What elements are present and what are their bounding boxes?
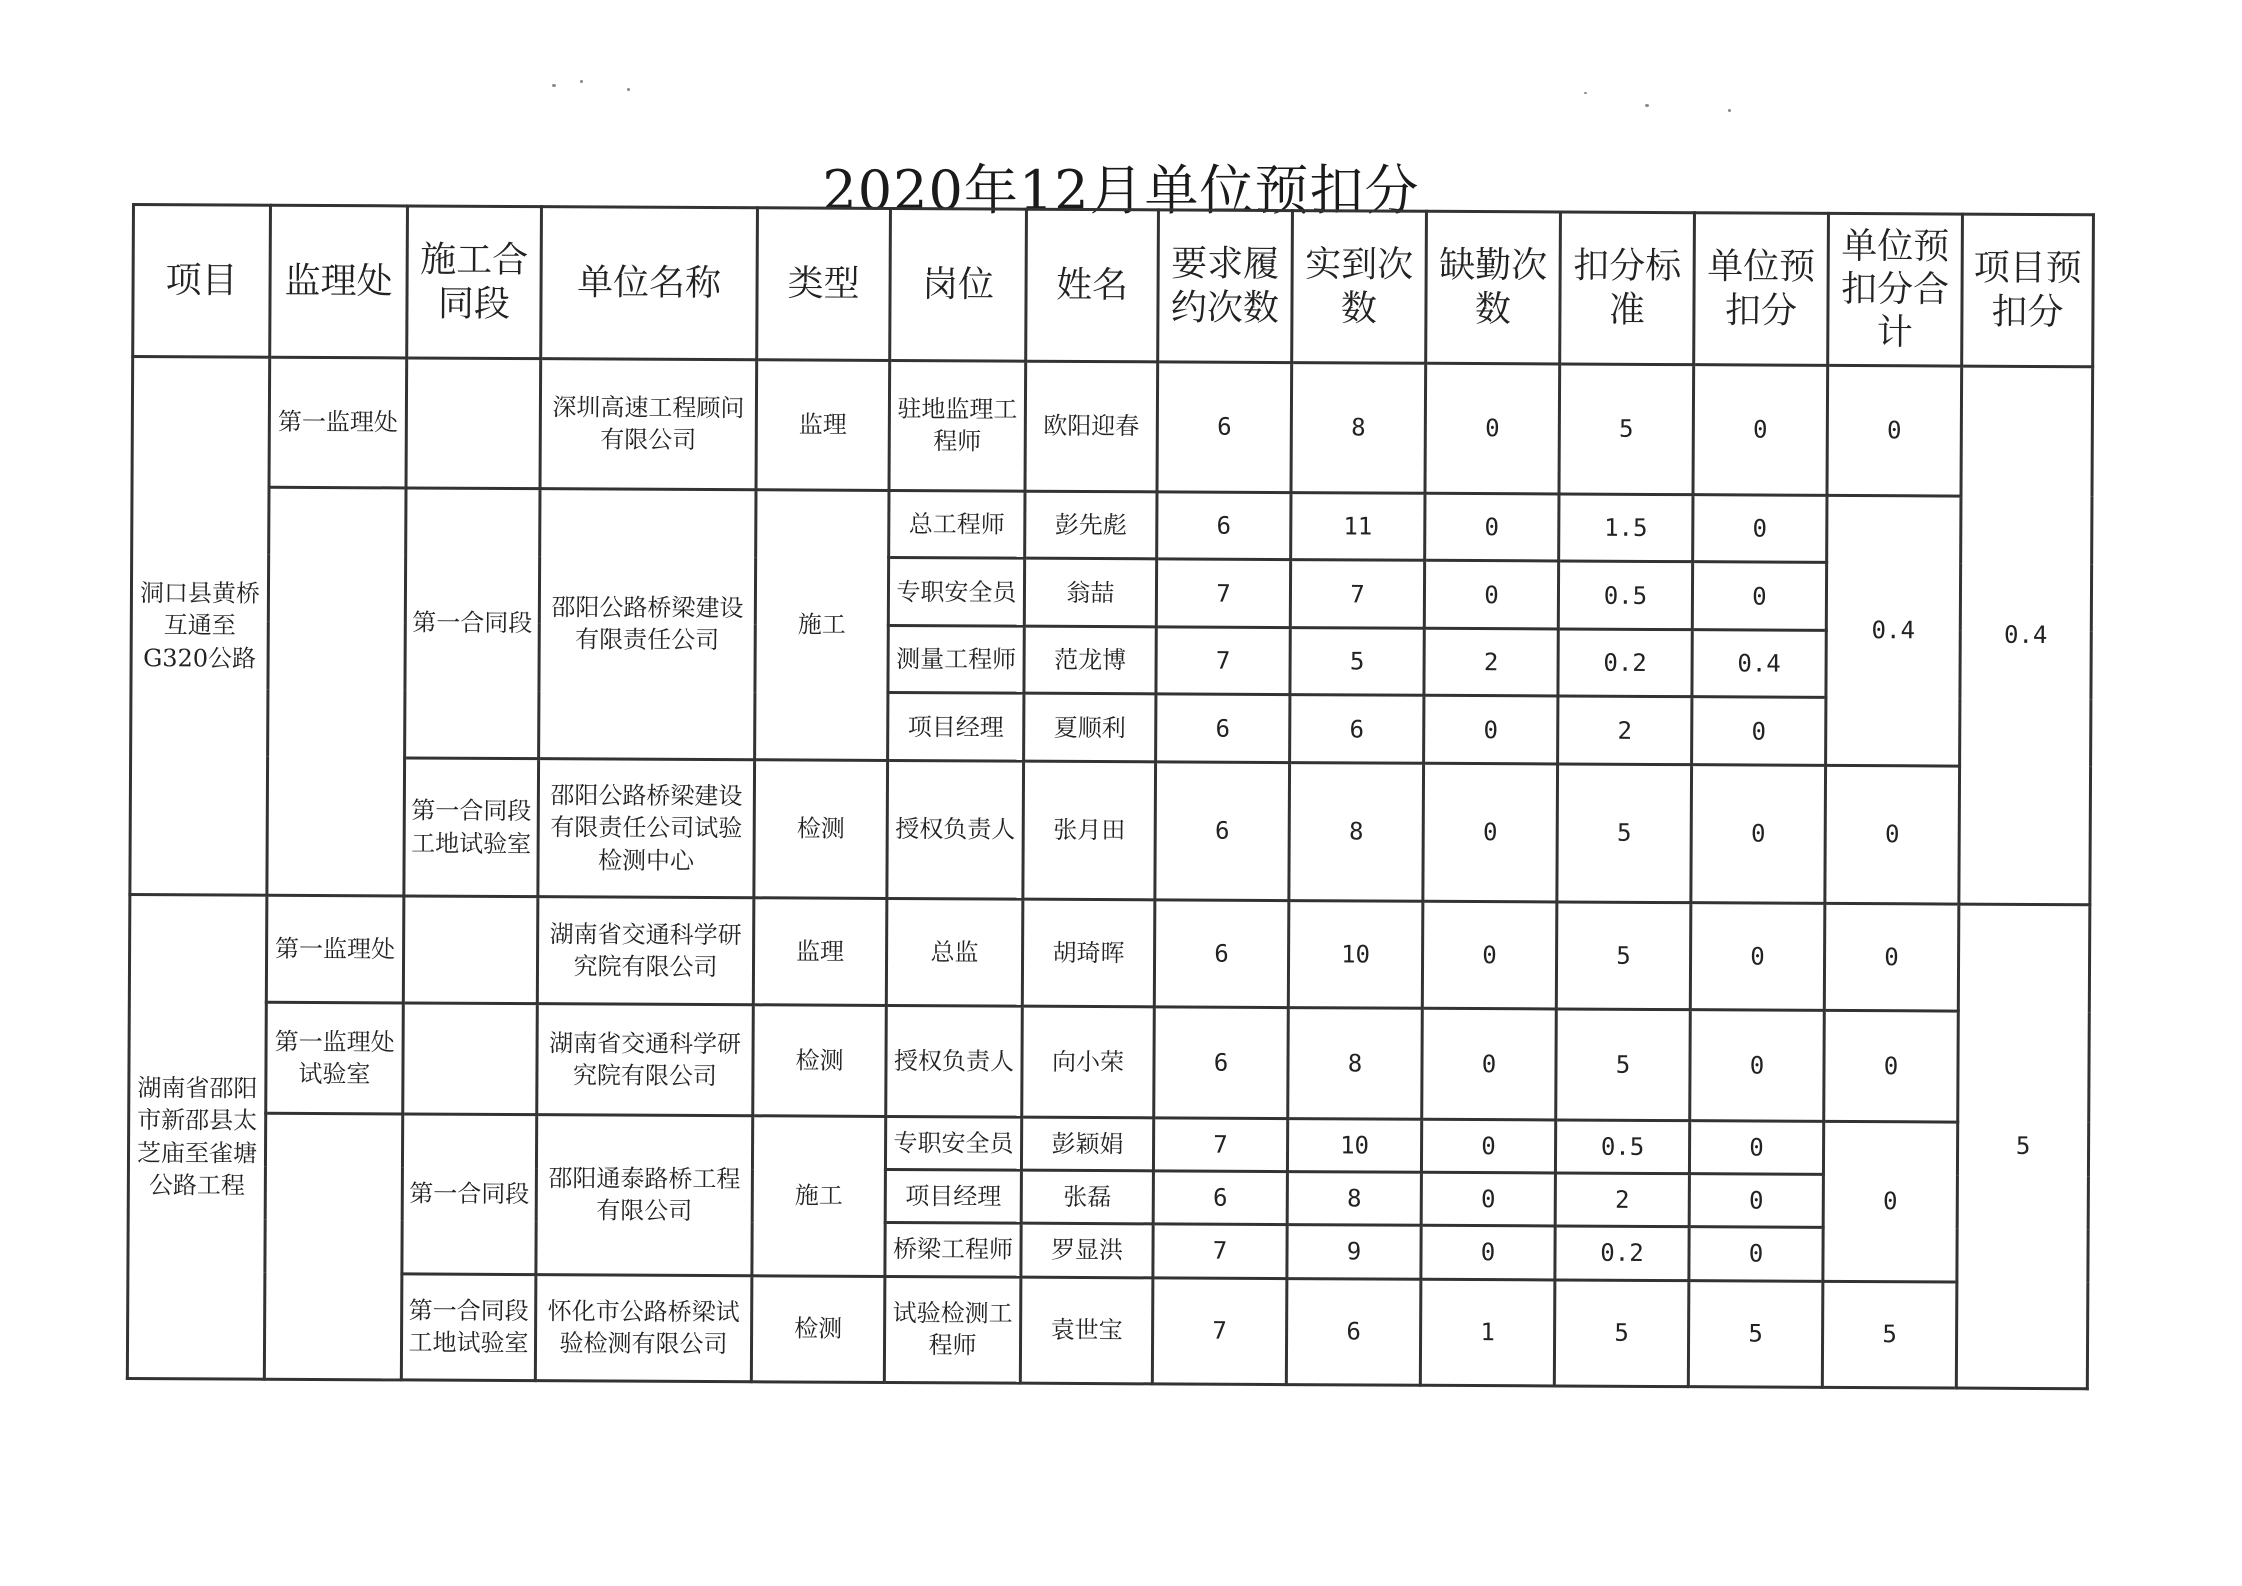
person-name-cell: 夏顺利 — [1024, 694, 1156, 762]
actual-cell: 7 — [1290, 560, 1424, 628]
supervision-cell: 第一监理处 — [266, 895, 404, 1003]
scan-speck — [1728, 109, 1731, 112]
required-cell: 6 — [1156, 694, 1290, 762]
standard-cell: 1.5 — [1559, 494, 1693, 562]
type-cell: 检测 — [753, 1005, 887, 1116]
header-unit-deduct: 单位预扣分 — [1694, 213, 1829, 366]
absent-cell: 0 — [1421, 1226, 1555, 1280]
required-cell: 6 — [1154, 900, 1289, 1008]
header-type: 类型 — [757, 208, 891, 361]
unit-total-cell: 0.4 — [1826, 495, 1961, 766]
standard-cell: 0.2 — [1555, 1226, 1689, 1280]
contract-cell — [403, 1003, 538, 1114]
contract-cell: 第一合同段 — [405, 488, 540, 759]
deduct-cell: 0 — [1690, 1010, 1825, 1121]
project-name: 湖南省邵阳市新邵县太芝庙至雀塘公路工程 — [127, 895, 267, 1380]
standard-cell: 5 — [1554, 1279, 1689, 1386]
scan-speck — [580, 80, 583, 83]
standard-cell: 2 — [1555, 1173, 1689, 1227]
header-actual: 实到次数 — [1292, 211, 1427, 364]
person-name-cell: 翁喆 — [1024, 559, 1156, 627]
type-cell: 施工 — [752, 1116, 886, 1276]
supervision-cell: 第一监理处试验室 — [266, 1003, 404, 1114]
required-cell: 7 — [1156, 559, 1290, 627]
type-cell: 检测 — [751, 1275, 885, 1382]
post-cell: 专职安全员 — [885, 1116, 1021, 1170]
deduct-cell: 5 — [1688, 1280, 1823, 1387]
company-cell: 湖南省交通科学研究院有限公司 — [537, 1004, 754, 1116]
table-row — [130, 756, 2091, 904]
company-cell: 湖南省交通科学研究院有限公司 — [537, 897, 754, 1006]
header-contract: 施工合同段 — [407, 206, 542, 359]
absent-cell: 0 — [1421, 1119, 1555, 1173]
standard-cell: 2 — [1558, 696, 1692, 764]
person-name-cell: 向小荣 — [1022, 1007, 1155, 1118]
required-cell: 6 — [1154, 1007, 1289, 1118]
standard-cell: 5 — [1557, 764, 1692, 903]
actual-cell: 6 — [1286, 1278, 1421, 1385]
type-cell: 监理 — [753, 898, 887, 1006]
post-cell: 驻地监理工程师 — [889, 360, 1026, 491]
header-row — [133, 205, 2094, 367]
actual-cell: 8 — [1291, 363, 1426, 494]
post-cell: 专职安全员 — [888, 558, 1024, 626]
table-row — [129, 1002, 2090, 1123]
unit-total-cell: 5 — [1822, 1281, 1957, 1388]
header-required: 要求履约次数 — [1158, 210, 1293, 363]
required-cell: 6 — [1155, 762, 1290, 901]
absent-cell: 0 — [1422, 1009, 1557, 1120]
absent-cell: 0 — [1424, 561, 1558, 629]
actual-cell: 8 — [1287, 1172, 1421, 1226]
post-cell: 测量工程师 — [888, 625, 1024, 693]
header-project: 项目 — [133, 205, 271, 358]
header-project-score: 项目预扣分 — [1962, 214, 2094, 367]
post-cell: 授权负责人 — [887, 760, 1024, 899]
contract-cell — [406, 358, 541, 489]
deduction-table — [126, 203, 2095, 1390]
actual-cell: 9 — [1287, 1225, 1421, 1279]
post-cell: 总工程师 — [889, 490, 1025, 558]
person-name-cell: 欧阳迎春 — [1025, 361, 1158, 492]
contract-cell: 第一合同段 — [402, 1114, 537, 1274]
supervision-cell — [264, 1113, 402, 1380]
deduct-cell: 0 — [1693, 365, 1828, 496]
person-name-cell: 范龙博 — [1024, 626, 1156, 694]
table-row — [129, 895, 2090, 1013]
supervision-cell — [267, 487, 406, 896]
header-post: 岗位 — [890, 208, 1027, 361]
company-cell: 邵阳公路桥梁建设有限责任公司 — [539, 489, 756, 760]
deduct-cell: 0 — [1689, 1174, 1823, 1228]
table-row — [132, 357, 2093, 497]
deduct-cell: 0 — [1693, 495, 1827, 563]
absent-cell: 0 — [1425, 363, 1560, 494]
deduct-cell: 0 — [1689, 1121, 1823, 1175]
deduct-cell: 0 — [1692, 697, 1826, 765]
type-cell: 施工 — [755, 490, 889, 761]
deduct-cell: 0.4 — [1692, 630, 1826, 698]
post-cell: 试验检测工程师 — [884, 1276, 1021, 1383]
required-cell: 7 — [1152, 1277, 1287, 1384]
scan-speck — [1584, 92, 1587, 94]
actual-cell: 6 — [1290, 695, 1424, 763]
contract-cell — [403, 896, 538, 1004]
required-cell: 7 — [1153, 1224, 1287, 1278]
post-cell: 授权负责人 — [886, 1006, 1023, 1117]
project-score-cell: 5 — [1956, 904, 2090, 1389]
required-cell: 7 — [1156, 627, 1290, 695]
company-cell: 深圳高速工程顾问有限公司 — [540, 359, 757, 490]
scan-speck — [1645, 104, 1649, 107]
actual-cell: 10 — [1287, 1119, 1421, 1173]
absent-cell: 0 — [1424, 696, 1558, 764]
company-cell: 怀化市公路桥梁试验检测有限公司 — [535, 1274, 752, 1382]
unit-total-cell: 0 — [1825, 765, 1960, 904]
post-cell: 桥梁工程师 — [885, 1223, 1021, 1277]
post-cell: 项目经理 — [888, 693, 1024, 761]
header-standard: 扣分标准 — [1560, 212, 1695, 365]
person-name-cell: 张磊 — [1021, 1170, 1153, 1224]
header-company: 单位名称 — [541, 207, 758, 360]
type-cell: 检测 — [754, 760, 888, 899]
company-cell: 邵阳公路桥梁建设有限责任公司试验检测中心 — [538, 759, 755, 898]
person-name-cell: 胡琦晖 — [1022, 899, 1155, 1007]
person-name-cell: 彭先彪 — [1025, 491, 1157, 559]
scan-speck — [552, 84, 556, 87]
deduct-cell: 0 — [1689, 1227, 1823, 1281]
actual-cell: 8 — [1288, 1008, 1423, 1119]
standard-cell: 5 — [1556, 1009, 1691, 1120]
supervision-cell: 第一监理处 — [269, 357, 407, 488]
scan-speck — [627, 88, 630, 91]
standard-cell: 0.2 — [1558, 629, 1692, 697]
header-unit-total: 单位预扣分合计 — [1828, 213, 1963, 366]
person-name-cell: 张月田 — [1023, 761, 1156, 900]
absent-cell: 1 — [1420, 1279, 1555, 1386]
required-cell: 6 — [1157, 362, 1292, 493]
unit-total-cell: 0 — [1824, 1011, 1959, 1122]
required-cell: 6 — [1157, 492, 1291, 560]
required-cell: 6 — [1153, 1171, 1287, 1225]
project-name: 洞口县黄桥互通至G320公路 — [130, 357, 270, 896]
type-cell: 监理 — [756, 360, 890, 491]
unit-total-cell: 0 — [1823, 1121, 1958, 1281]
unit-total-cell: 0 — [1827, 365, 1962, 496]
deduct-cell: 0 — [1692, 562, 1826, 630]
actual-cell: 10 — [1288, 901, 1423, 1009]
post-cell: 总监 — [886, 899, 1023, 1007]
standard-cell: 0.5 — [1558, 561, 1692, 629]
table-row — [128, 1112, 2088, 1175]
header-name: 姓名 — [1026, 209, 1159, 362]
standard-cell: 5 — [1556, 902, 1691, 1010]
contract-cell: 第一合同段工地试验室 — [401, 1273, 536, 1380]
absent-cell: 0 — [1422, 901, 1557, 1009]
unit-total-cell: 0 — [1824, 903, 1959, 1011]
absent-cell: 0 — [1421, 1172, 1555, 1226]
contract-cell: 第一合同段工地试验室 — [404, 758, 539, 897]
actual-cell: 8 — [1289, 763, 1424, 902]
company-cell: 邵阳通泰路桥工程有限公司 — [536, 1115, 753, 1276]
standard-cell: 5 — [1559, 364, 1694, 495]
required-cell: 7 — [1153, 1118, 1287, 1172]
actual-cell: 11 — [1291, 492, 1425, 560]
header-supervision: 监理处 — [270, 205, 408, 358]
person-name-cell: 罗显洪 — [1021, 1224, 1153, 1278]
table-row — [127, 1272, 2088, 1389]
person-name-cell: 彭颖娟 — [1021, 1117, 1153, 1171]
page-title: 2020年12月单位预扣分 — [822, 159, 1420, 222]
post-cell: 项目经理 — [885, 1170, 1021, 1224]
standard-cell: 0.5 — [1555, 1120, 1689, 1174]
project-score-cell: 0.4 — [1959, 366, 2093, 905]
absent-cell: 0 — [1423, 763, 1558, 902]
header-absent: 缺勤次数 — [1426, 211, 1561, 364]
deduct-cell: 0 — [1690, 903, 1825, 1011]
person-name-cell: 袁世宝 — [1020, 1277, 1153, 1384]
absent-cell: 2 — [1424, 628, 1558, 696]
table-row — [132, 486, 2092, 564]
actual-cell: 5 — [1290, 628, 1424, 696]
deduct-cell: 0 — [1691, 765, 1826, 904]
absent-cell: 0 — [1425, 493, 1559, 561]
